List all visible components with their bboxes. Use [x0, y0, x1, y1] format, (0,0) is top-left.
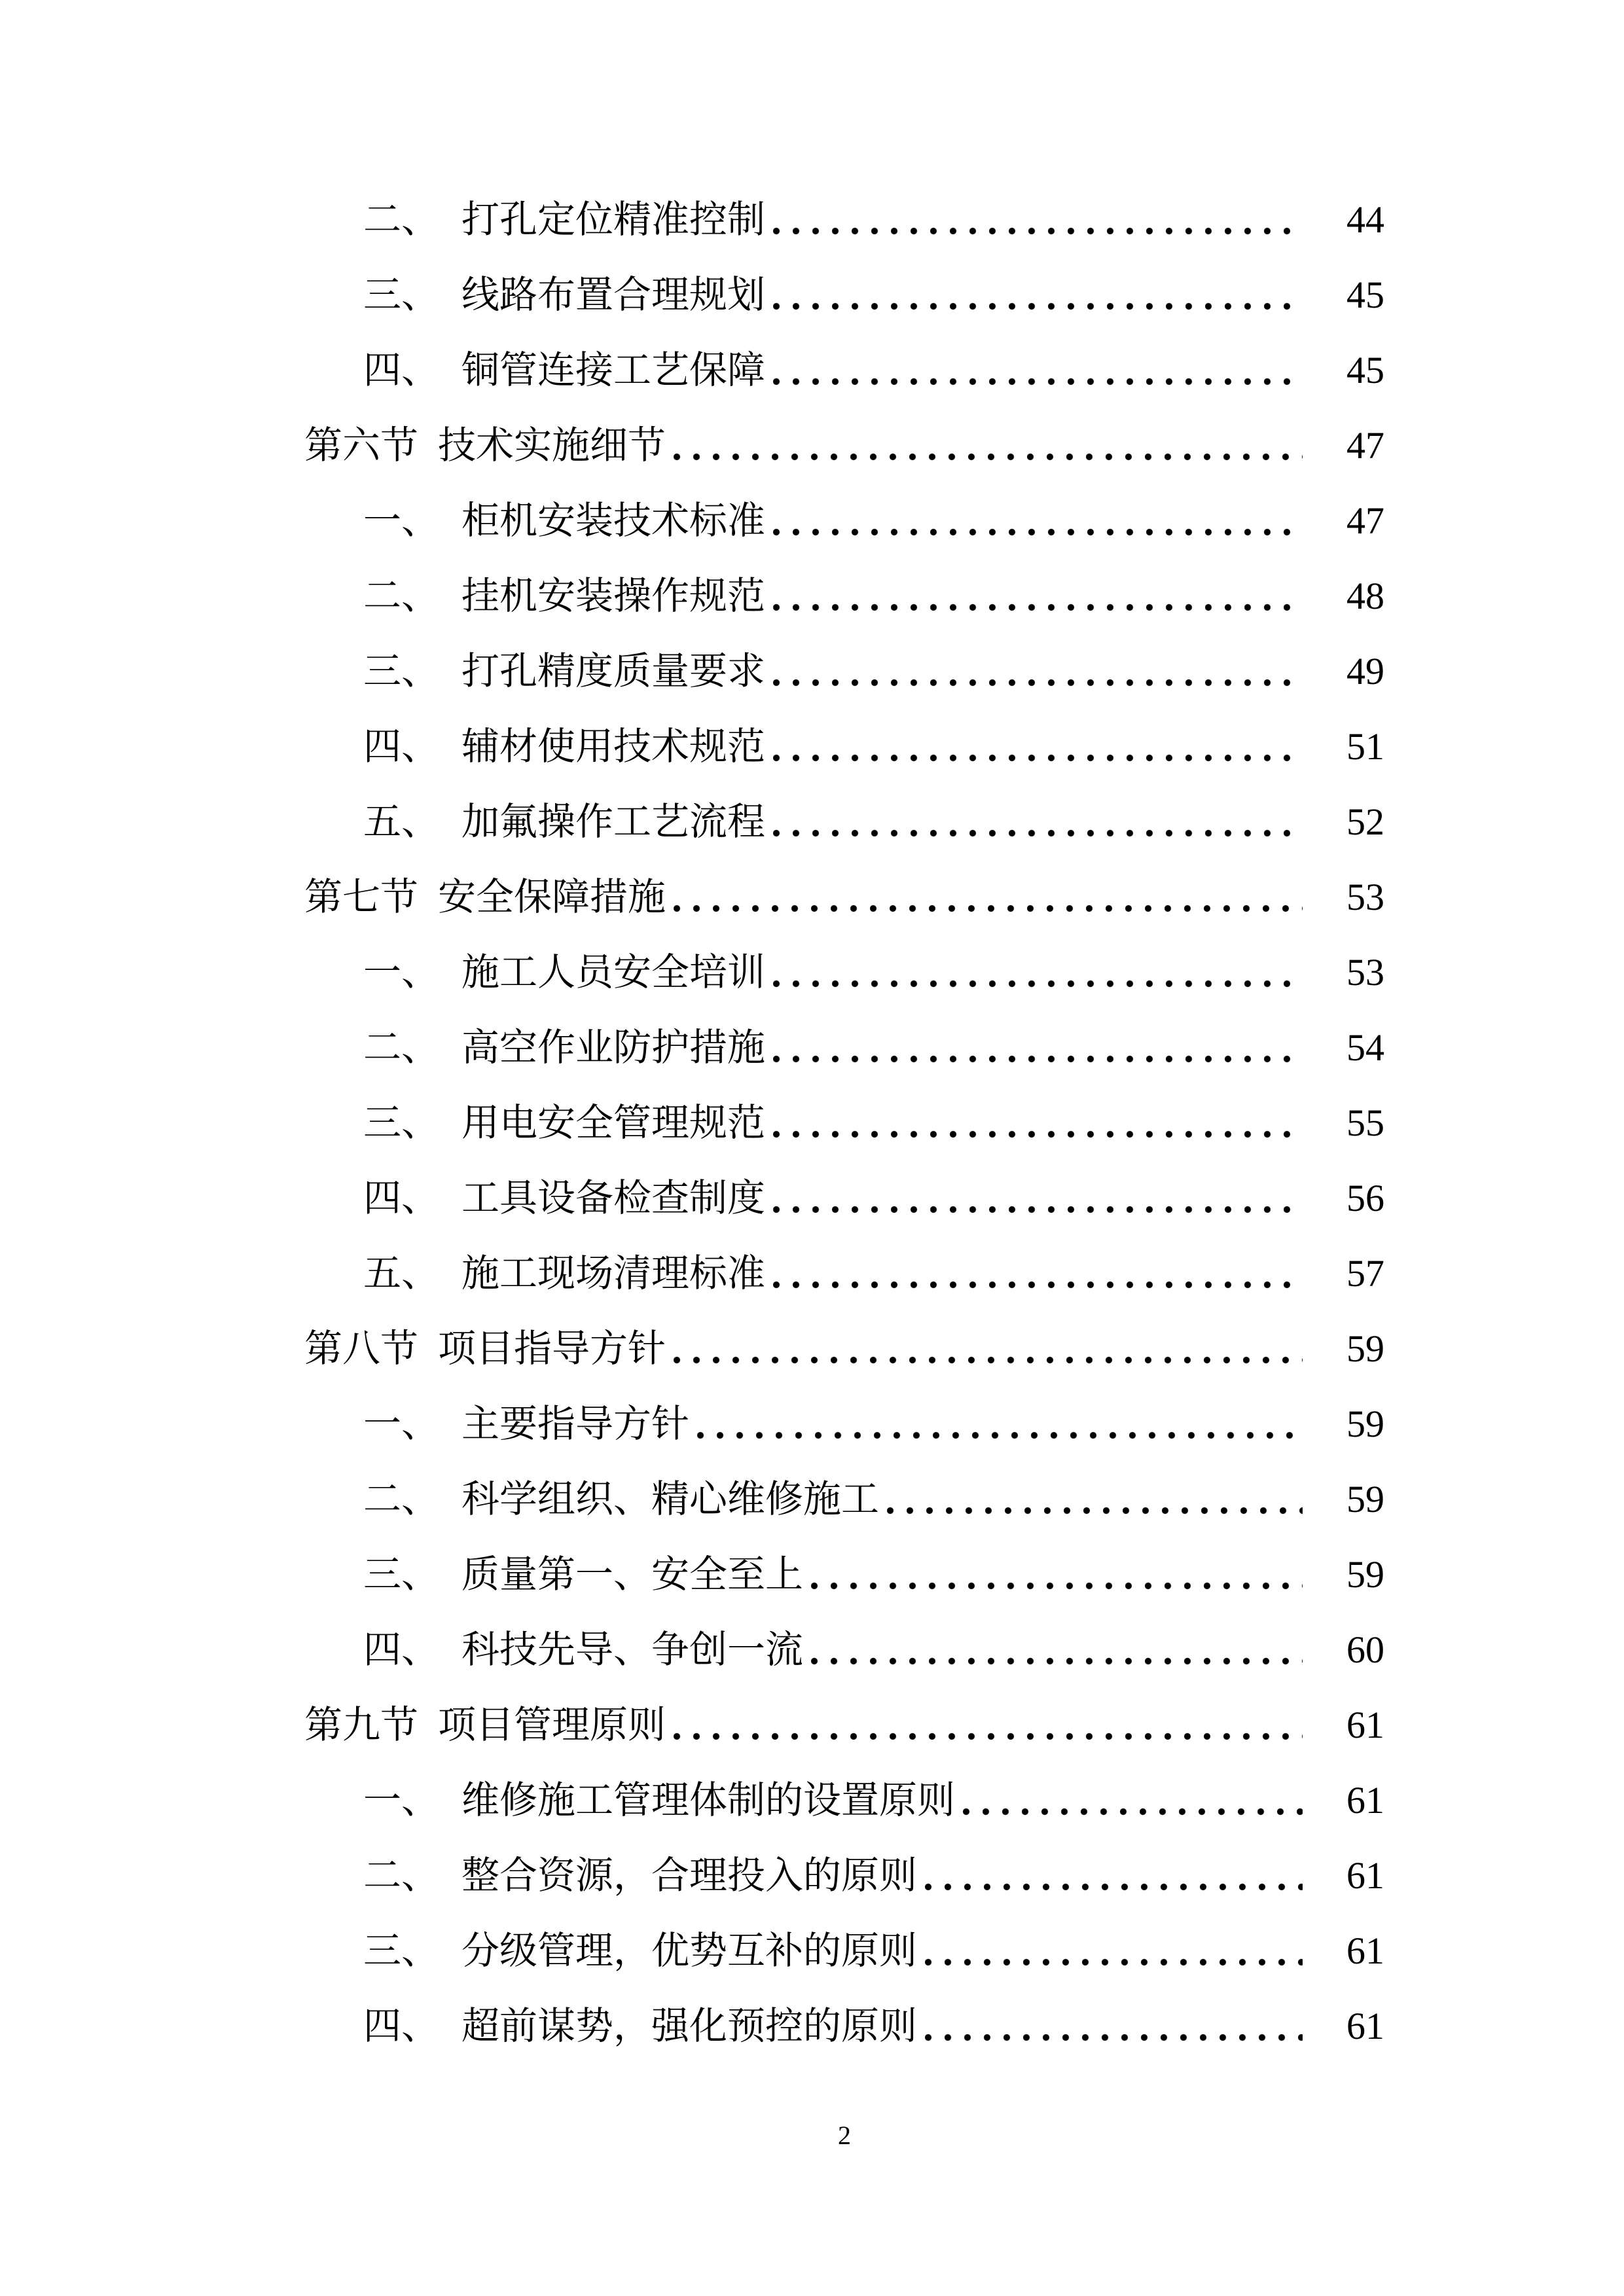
toc-entry-page: 60 — [1346, 1628, 1384, 1671]
toc-entry-number: 一、 — [363, 1779, 440, 1821]
toc-entry-page: 59 — [1346, 1327, 1384, 1370]
toc-entry[interactable] — [0, 784, 1384, 859]
toc-entry-number: 第八节 — [304, 1327, 419, 1370]
dot-leader — [811, 1580, 1303, 1590]
toc-entry-title: 质量第一、安全至上 — [461, 1553, 804, 1596]
toc-entry-page: 51 — [1346, 725, 1384, 768]
toc-entry-number: 五、 — [363, 800, 440, 843]
dot-leader — [887, 1505, 1303, 1515]
dot-leader — [811, 1655, 1303, 1665]
toc-entry-page: 52 — [1346, 800, 1384, 843]
toc-entry-title: 打孔精度质量要求 — [461, 650, 766, 692]
toc-entry[interactable] — [0, 1838, 1384, 1913]
toc-entry-title: 项目指导方针 — [438, 1327, 666, 1370]
toc-entry-number: 一、 — [363, 499, 440, 542]
dot-leader — [773, 1128, 1303, 1138]
dot-leader — [925, 2032, 1303, 2041]
toc-entry-page: 59 — [1346, 1553, 1384, 1596]
toc-entry[interactable] — [0, 1913, 1384, 1988]
dot-leader — [773, 752, 1303, 762]
toc-entry-page: 61 — [1346, 1779, 1384, 1821]
toc-entry-number: 第七节 — [304, 876, 419, 918]
toc-entry-page: 53 — [1346, 951, 1384, 994]
toc-entry-page: 61 — [1346, 1854, 1384, 1897]
dot-leader — [773, 1053, 1303, 1063]
toc-entry[interactable] — [0, 1612, 1384, 1687]
toc-entry-page: 59 — [1346, 1403, 1384, 1445]
dot-leader — [674, 1731, 1303, 1740]
toc-entry-title: 整合资源，合理投入的原则 — [461, 1854, 918, 1897]
toc-entry-page: 59 — [1346, 1478, 1384, 1520]
toc-entry-number: 五、 — [363, 1252, 440, 1295]
toc-entry-page: 54 — [1346, 1026, 1384, 1069]
toc-entry-title: 打孔定位精准控制 — [461, 198, 766, 241]
toc-entry-title: 施工现场清理标准 — [461, 1252, 766, 1295]
toc-entry-page: 56 — [1346, 1177, 1384, 1219]
dot-leader — [925, 1881, 1303, 1891]
dot-leader — [963, 1806, 1303, 1816]
toc-entry[interactable] — [0, 332, 1384, 408]
toc-entry-title: 挂机安装操作规范 — [461, 575, 766, 617]
toc-entry-number: 二、 — [363, 1478, 440, 1520]
toc-entry-title: 分级管理，优势互补的原则 — [461, 1929, 918, 1972]
toc-entry[interactable] — [0, 558, 1384, 634]
toc-entry-page: 61 — [1346, 1704, 1384, 1746]
toc-entry[interactable] — [0, 1085, 1384, 1160]
toc-entry[interactable] — [0, 634, 1384, 709]
toc-entry[interactable] — [0, 483, 1384, 558]
dot-leader — [773, 677, 1303, 687]
toc-entry-page: 53 — [1346, 876, 1384, 918]
toc-entry-title: 用电安全管理规范 — [461, 1102, 766, 1144]
dot-leader — [773, 526, 1303, 536]
toc-entry-title: 超前谋势，强化预控的原则 — [461, 2005, 918, 2047]
toc-entry[interactable] — [0, 1462, 1384, 1537]
toc-entry-title: 项目管理原则 — [438, 1704, 666, 1746]
toc-entry-number: 一、 — [363, 951, 440, 994]
toc-entry[interactable] — [0, 1687, 1384, 1763]
toc-entry[interactable] — [0, 1010, 1384, 1085]
dot-leader — [674, 451, 1303, 461]
toc-entry-page: 55 — [1346, 1102, 1384, 1144]
toc-entry-number: 四、 — [363, 1177, 440, 1219]
dot-leader — [697, 1429, 1303, 1439]
toc-entry[interactable] — [0, 709, 1384, 784]
toc-entry-number: 二、 — [363, 1854, 440, 1897]
dot-leader — [773, 1279, 1303, 1289]
toc-entry-title: 安全保障措施 — [438, 876, 666, 918]
dot-leader — [925, 1956, 1303, 1966]
toc-entry-title: 技术实施细节 — [438, 424, 666, 467]
toc-entry-number: 一、 — [363, 1403, 440, 1445]
toc-entry-page: 47 — [1346, 424, 1384, 467]
toc-entry[interactable] — [0, 1386, 1384, 1462]
dot-leader — [773, 978, 1303, 988]
dot-leader — [773, 300, 1303, 310]
toc-entry-page: 48 — [1346, 575, 1384, 617]
toc-entry-title: 施工人员安全培训 — [461, 951, 766, 994]
dot-leader — [773, 376, 1303, 386]
toc-entry-page: 49 — [1346, 650, 1384, 692]
toc-entry-title: 维修施工管理体制的设置原则 — [461, 1779, 956, 1821]
toc-entry[interactable] — [0, 257, 1384, 332]
toc-entry-number: 三、 — [363, 1102, 440, 1144]
toc-entry[interactable] — [0, 1763, 1384, 1838]
dot-leader — [773, 601, 1303, 611]
toc-entry-number: 三、 — [363, 1929, 440, 1972]
toc-entry-title: 科学组织、精心维修施工 — [461, 1478, 880, 1520]
toc-entry[interactable] — [0, 1988, 1384, 2064]
toc-entry-number: 三、 — [363, 1553, 440, 1596]
toc-entry-number: 四、 — [363, 2005, 440, 2047]
page-footer — [304, 2098, 1384, 2173]
toc-entry-page: 45 — [1346, 349, 1384, 391]
dot-leader — [773, 225, 1303, 235]
toc-entry-page: 47 — [1346, 499, 1384, 542]
toc-entry[interactable] — [0, 859, 1384, 935]
toc-entry[interactable] — [0, 935, 1384, 1010]
toc-entry-page: 45 — [1346, 274, 1384, 316]
dot-leader — [773, 827, 1303, 837]
toc-entry[interactable] — [0, 1537, 1384, 1612]
toc-entry-page: 61 — [1346, 2005, 1384, 2047]
toc-entry[interactable] — [0, 1311, 1384, 1386]
toc-entry-number: 四、 — [363, 349, 440, 391]
toc-entry-number: 四、 — [363, 1628, 440, 1671]
toc-entry-number: 四、 — [363, 725, 440, 768]
toc-entry-title: 加氟操作工艺流程 — [461, 800, 766, 843]
toc-entry-title: 高空作业防护措施 — [461, 1026, 766, 1069]
toc-entry-number: 三、 — [363, 650, 440, 692]
toc-entry-number: 二、 — [363, 1026, 440, 1069]
toc-entry-page: 44 — [1346, 198, 1384, 241]
dot-leader — [674, 903, 1303, 912]
page-number: 2 — [838, 2121, 851, 2150]
dot-leader — [674, 1354, 1303, 1364]
toc-entry-number: 第九节 — [304, 1704, 419, 1746]
toc-entry-page: 57 — [1346, 1252, 1384, 1295]
toc-entry-title: 主要指导方针 — [461, 1403, 690, 1445]
toc-entry-number: 第六节 — [304, 424, 419, 467]
toc-entry-number: 三、 — [363, 274, 440, 316]
toc-entry[interactable] — [0, 408, 1384, 483]
toc-entry-title: 工具设备检查制度 — [461, 1177, 766, 1219]
toc-entry-title: 线路布置合理规划 — [461, 274, 766, 316]
toc-entry-number: 二、 — [363, 575, 440, 617]
toc-entry[interactable] — [0, 1160, 1384, 1236]
toc-entry-page: 61 — [1346, 1929, 1384, 1972]
toc-entry-title: 辅材使用技术规范 — [461, 725, 766, 768]
toc-entry-title: 铜管连接工艺保障 — [461, 349, 766, 391]
dot-leader — [773, 1204, 1303, 1213]
toc-entry-number: 二、 — [363, 198, 440, 241]
toc-entry-title: 科技先导、争创一流 — [461, 1628, 804, 1671]
toc-entry-title: 柜机安装技术标准 — [461, 499, 766, 542]
toc-entry[interactable] — [0, 182, 1384, 257]
toc-entry[interactable] — [0, 1236, 1384, 1311]
